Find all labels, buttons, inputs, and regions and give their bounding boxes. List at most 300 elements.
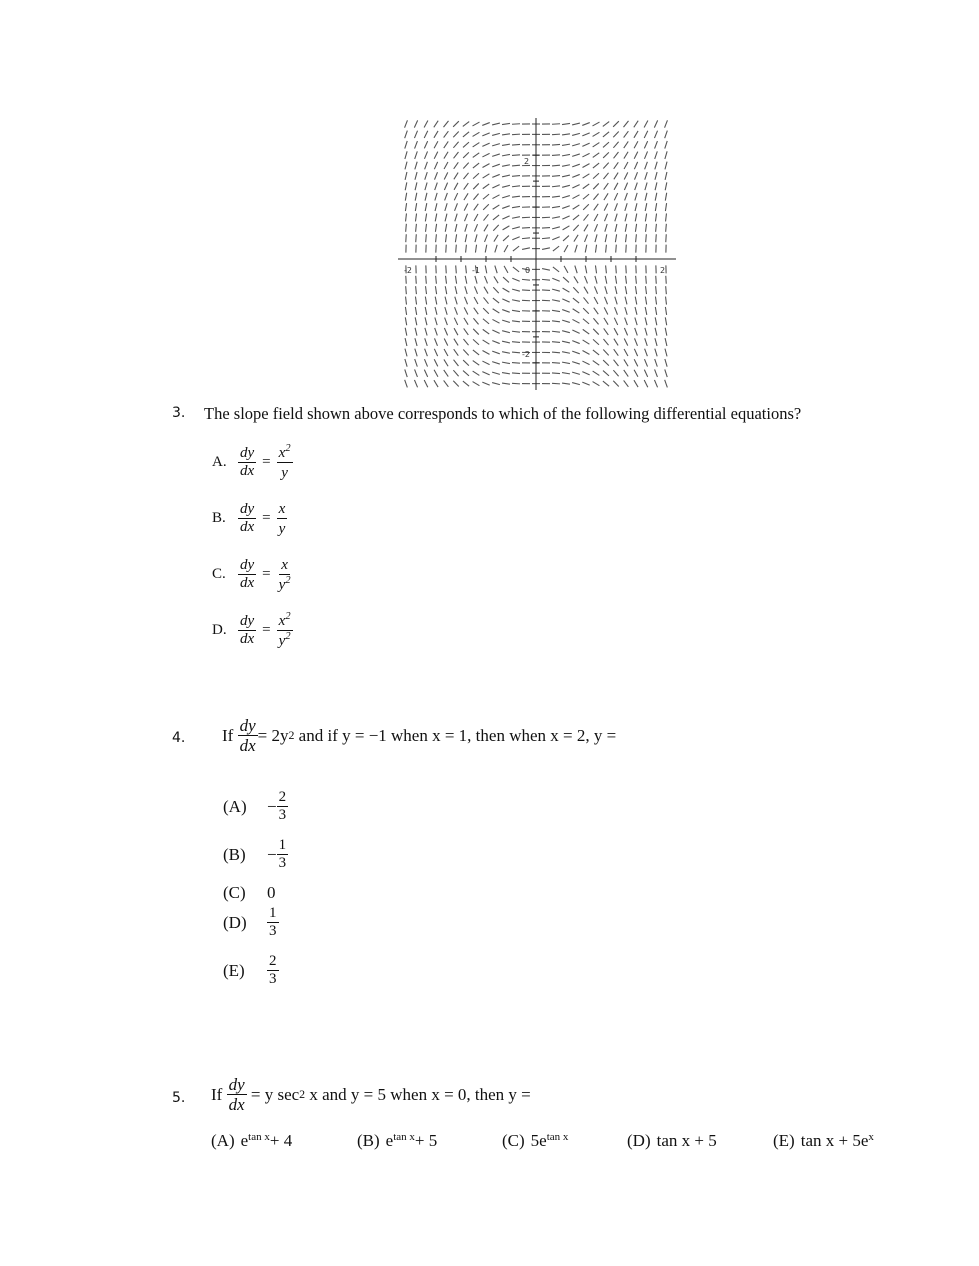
slope-segment [655, 317, 657, 325]
slope-segment [572, 164, 580, 167]
slope-segment [482, 361, 489, 365]
slope-segment [483, 340, 490, 344]
slope-segment [665, 131, 668, 139]
question-3-option [212, 444, 293, 481]
slope-segment [593, 173, 599, 178]
option-exponent: tan x [546, 1131, 569, 1143]
slope-segment [485, 245, 487, 253]
slope-segment [552, 206, 560, 207]
question-4-condition: and if y = −1 when x = 1, then when x = 2, y = [298, 725, 617, 745]
slope-segment [425, 317, 427, 325]
slope-segment [425, 162, 428, 170]
option-exponent: tan x [248, 1131, 270, 1143]
derivative-denominator: dx [228, 1095, 245, 1114]
slope-segment [634, 141, 638, 148]
slope-segment [645, 338, 648, 346]
slope-segment [542, 238, 550, 239]
slope-segment [603, 360, 609, 366]
slope-segment [563, 288, 570, 292]
slope-segment [436, 276, 437, 284]
slope-segment [593, 122, 600, 126]
slope-segment [563, 236, 569, 241]
slope-segment [444, 131, 449, 137]
slope-segment [425, 328, 427, 336]
slope-segment [483, 329, 490, 334]
slope-segment [582, 382, 589, 385]
option-exponent: tan x [393, 1131, 415, 1143]
slope-segment [655, 328, 657, 336]
slope-segment [625, 224, 626, 232]
slope-segment [493, 287, 498, 293]
slope-segment [603, 339, 608, 345]
slope-segment [405, 131, 408, 139]
slope-segment [562, 341, 570, 343]
slope-segment [552, 310, 560, 311]
answer-fraction [277, 444, 293, 481]
slope-segment [415, 141, 418, 148]
answer-numerator [279, 556, 290, 575]
slope-segment [635, 286, 636, 294]
slope-segment [502, 185, 510, 187]
slope-segment [522, 279, 530, 280]
slope-segment [615, 286, 617, 294]
slope-segment [645, 214, 646, 222]
slope-segment [635, 297, 637, 305]
slope-segment [563, 277, 569, 282]
slope-segment [473, 329, 479, 335]
slope-segment [473, 194, 478, 200]
slope-segment [463, 360, 469, 366]
option-denominator: 3 [278, 855, 287, 871]
slope-segment [593, 350, 599, 355]
option-constant: + 4 [269, 1131, 293, 1150]
slope-segment [415, 203, 416, 211]
slope-segment [573, 298, 579, 303]
option-letter: A. [212, 454, 227, 470]
slope-segment [435, 183, 438, 191]
slope-segment [474, 297, 478, 304]
slope-segment [585, 276, 588, 283]
slope-segment [625, 193, 628, 201]
slope-segment [655, 297, 656, 305]
slope-segment [626, 265, 627, 273]
slope-segment [654, 131, 657, 138]
slope-segment [406, 286, 407, 294]
slope-segment [434, 370, 438, 377]
answer-fraction [277, 556, 293, 593]
slope-segment [435, 203, 437, 211]
option-denominator: 3 [269, 971, 277, 987]
slope-segment [415, 182, 417, 190]
slope-segment [594, 297, 598, 304]
slope-segment [502, 123, 510, 124]
slope-segment [552, 342, 560, 343]
option-letter: (E) [773, 1131, 795, 1150]
slope-field-graph [398, 118, 676, 390]
slope-segment [585, 265, 587, 273]
slope-segment [473, 339, 479, 344]
slope-segment [594, 214, 598, 221]
slope-segment [512, 134, 520, 135]
slope-segment [522, 290, 530, 291]
slope-segment [655, 182, 657, 190]
slope-segment [493, 309, 500, 313]
derivative-numerator: dy [239, 716, 256, 735]
question-4-number: 4. [172, 730, 186, 746]
tick-label-x-2: 2 [660, 266, 666, 275]
slope-segment [614, 328, 618, 335]
slope-segment [604, 328, 609, 335]
slope-segment [464, 328, 469, 335]
slope-segment [616, 265, 617, 273]
slope-segment [464, 318, 468, 325]
slope-segment [484, 297, 489, 303]
slope-segment [473, 173, 479, 178]
slope-segment [574, 276, 578, 283]
answer-denominator [279, 463, 290, 481]
slope-segment [582, 143, 589, 146]
slope-segment [552, 176, 560, 177]
slope-segment [446, 265, 447, 273]
slope-segment [594, 224, 597, 231]
slope-segment [405, 203, 406, 211]
slope-segment [502, 196, 510, 198]
slope-segment [425, 182, 427, 190]
slope-segment [455, 203, 458, 210]
slope-segment [613, 121, 619, 127]
slope-segment [562, 310, 570, 313]
slope-segment [593, 132, 600, 136]
slope-segment [542, 269, 550, 271]
slope-segment [405, 182, 407, 190]
slope-segment [615, 307, 618, 314]
slope-segment [562, 123, 570, 124]
slope-segment [584, 224, 588, 231]
slope-segment [562, 134, 570, 135]
slope-segment [593, 194, 598, 200]
question-5-option [357, 1131, 437, 1151]
slope-segment [512, 373, 520, 374]
slope-segment [593, 163, 599, 168]
slope-segment [445, 286, 446, 294]
question-4-option [223, 790, 288, 823]
slope-segment [593, 371, 600, 375]
numerator-base: x [278, 613, 286, 629]
slope-segment [665, 182, 667, 190]
slope-segment [583, 204, 589, 210]
slope-segment [425, 349, 428, 357]
slope-segment [434, 162, 437, 169]
slope-segment [644, 380, 648, 387]
slope-segment [463, 122, 469, 127]
slope-segment [665, 193, 666, 201]
derivative-numerator: dy [228, 1075, 245, 1094]
slope-segment [405, 359, 407, 367]
slope-segment [656, 276, 657, 284]
slope-segment [636, 234, 637, 242]
slope-segment [473, 350, 479, 355]
slope-segment [492, 123, 500, 125]
slope-segment [492, 341, 499, 344]
slope-segment [635, 203, 637, 211]
slope-segment [492, 133, 500, 135]
derivative-numerator: dy [240, 445, 255, 461]
slope-segment [424, 151, 427, 158]
slope-segment [512, 363, 520, 364]
slope-segment [562, 196, 570, 198]
slope-segment [666, 297, 667, 305]
slope-segment [454, 162, 459, 169]
slope-segment [426, 286, 427, 294]
slope-segment [625, 307, 627, 315]
slope-segment [635, 338, 638, 345]
slope-segment [435, 193, 437, 201]
slope-segment [573, 309, 580, 313]
denominator-base: y [278, 577, 286, 593]
question-3-option [212, 612, 293, 649]
slope-segment [614, 173, 618, 180]
slope-segment [583, 308, 589, 314]
slope-segment [582, 372, 589, 375]
slope-segment [495, 266, 497, 274]
slope-segment [473, 183, 479, 189]
slope-segment [464, 214, 467, 221]
option-letter: (D) [223, 912, 247, 932]
slope-segment [405, 151, 407, 159]
slope-segment [625, 214, 627, 222]
slope-segment [405, 338, 407, 346]
option-denominator: 3 [278, 807, 287, 823]
slope-segment [444, 359, 448, 366]
slope-segment [572, 144, 580, 146]
slope-segment [615, 297, 617, 305]
slope-segment [512, 165, 520, 166]
slope-segment [435, 224, 436, 232]
slope-segment [405, 307, 406, 315]
equals-sign: = [262, 622, 271, 638]
slope-segment [456, 245, 457, 253]
derivative-fraction [238, 614, 256, 647]
slope-segment [665, 380, 668, 388]
slope-segment [573, 287, 578, 293]
question-3-text: The slope field shown above corresponds to which of the following differential equations? [204, 404, 802, 423]
slope-segment [502, 362, 510, 363]
answer-fraction [277, 500, 288, 537]
slope-segment [552, 321, 560, 322]
slope-segment [405, 380, 408, 388]
slope-segment [645, 193, 647, 201]
tick-label-x-neg2: -2 [404, 266, 412, 275]
slope-segment [583, 340, 590, 344]
slope-segment [502, 175, 510, 177]
option-constant: + 5 [414, 1131, 438, 1150]
slope-segment [425, 307, 427, 315]
numerator-base: x [281, 557, 288, 573]
slope-segment [552, 196, 560, 197]
slope-segment [626, 234, 627, 242]
slope-segment [665, 151, 667, 159]
slope-segment [624, 162, 628, 169]
slope-segment [426, 224, 427, 232]
slope-segment [434, 380, 438, 387]
slope-segment [444, 183, 447, 190]
slope-segment [542, 290, 550, 291]
slope-segment [614, 349, 619, 356]
slope-segment [512, 227, 520, 229]
slope-segment [634, 152, 638, 159]
question-3-option [212, 556, 293, 593]
slope-segment [512, 206, 520, 207]
slope-segment [503, 277, 509, 282]
slope-segment [645, 182, 647, 190]
slope-segment [512, 144, 520, 145]
slope-segment [512, 300, 520, 302]
slope-segment [415, 338, 417, 346]
slope-segment [414, 131, 417, 138]
slope-segment [434, 152, 438, 159]
slope-segment [615, 224, 617, 232]
numerator-base: x [278, 501, 286, 517]
derivative-fraction [238, 502, 256, 535]
slope-segment [604, 214, 607, 221]
slope-segment [562, 299, 569, 302]
slope-segment [573, 225, 578, 231]
slope-segment [485, 265, 487, 273]
slope-segment [482, 382, 489, 385]
derivative-denominator: dx [240, 631, 255, 647]
slope-segment [503, 236, 509, 241]
tick-label-x-neg1: -1 [472, 266, 480, 275]
slope-segment [434, 359, 438, 366]
slope-segment [513, 246, 519, 251]
slope-segment [474, 204, 479, 211]
slope-segment [645, 349, 648, 357]
slope-segment [405, 162, 407, 170]
slope-segment [502, 341, 510, 343]
slope-segment [624, 152, 628, 159]
slope-segment [552, 278, 559, 281]
slope-segment [593, 339, 599, 344]
slope-segment [463, 371, 469, 376]
slope-segment [635, 193, 637, 201]
slope-segment [474, 214, 478, 221]
slope-segment [583, 164, 590, 168]
numerator-base: x [278, 445, 286, 461]
answer-numerator [277, 444, 293, 463]
slope-segment [572, 133, 580, 135]
slope-segment [474, 286, 477, 293]
slope-segment [626, 276, 627, 284]
slope-segment [624, 121, 629, 127]
slope-segment [665, 349, 667, 357]
slope-segment [655, 338, 657, 346]
slope-segment [656, 286, 657, 294]
slope-segment [454, 173, 458, 180]
slope-segment [666, 213, 667, 221]
slope-segment [604, 204, 608, 211]
slope-segment [444, 141, 449, 148]
slope-segment [494, 235, 498, 242]
slope-segment [435, 172, 438, 179]
option-letter: (A) [211, 1131, 235, 1150]
slope-segment [655, 359, 658, 367]
slope-segment [455, 307, 458, 314]
slope-segment [562, 331, 570, 333]
slope-segment [475, 234, 477, 242]
slope-segment [464, 183, 469, 190]
numerator-exponent: 2 [285, 443, 291, 454]
slope-segment [416, 286, 417, 294]
answer-denominator [277, 631, 293, 649]
option-letter: (B) [223, 844, 246, 864]
slope-segment [552, 155, 560, 156]
slope-segment [436, 234, 437, 242]
tick-label-y-neg2: -2 [522, 350, 530, 359]
slope-segment [655, 369, 658, 376]
option-letter: D. [212, 622, 227, 638]
slope-segment [463, 350, 468, 356]
slope-segment [453, 370, 458, 376]
slope-segment [552, 165, 560, 166]
slope-segment [493, 225, 498, 231]
question-5-condition: x and y = 5 when x = 0, then y = [309, 1084, 531, 1104]
option-fraction [277, 790, 289, 823]
slope-segment [503, 288, 510, 292]
slope-segment [603, 122, 609, 127]
slope-segment [405, 193, 406, 201]
slope-segment [465, 234, 467, 242]
slope-segment [615, 214, 617, 222]
denominator-exponent: 2 [285, 575, 291, 586]
slope-segment [624, 131, 629, 137]
slope-segment [435, 317, 437, 325]
slope-segment [482, 143, 489, 146]
slope-segment [575, 266, 577, 274]
slope-segment [665, 141, 667, 149]
slope-segment [502, 331, 510, 333]
option-expression: 5e [530, 1131, 547, 1150]
slope-segment [512, 383, 520, 384]
slope-segment [482, 153, 489, 157]
slope-segment [512, 310, 520, 311]
option-value: 0 [267, 883, 276, 902]
question-5-option [627, 1131, 717, 1151]
slope-segment [645, 162, 648, 170]
question-4-text [222, 717, 616, 754]
slope-segment [665, 203, 666, 211]
slope-segment [654, 380, 657, 387]
denominator-base: y [278, 633, 286, 649]
slope-segment [473, 132, 480, 136]
slope-segment [553, 267, 559, 272]
slope-segment [634, 131, 638, 138]
slope-segment [562, 206, 570, 209]
slope-segment [594, 286, 597, 293]
slope-segment [603, 371, 609, 376]
slope-segment [445, 224, 446, 232]
slope-segment [482, 123, 489, 126]
slope-segment [405, 141, 407, 149]
slope-segment [492, 144, 500, 146]
slope-segment [512, 331, 520, 332]
slope-segment [434, 349, 437, 356]
slope-segment [655, 141, 658, 148]
derivative-denominator: dx [240, 519, 255, 535]
slope-segment [573, 215, 579, 220]
slope-segment [606, 245, 607, 253]
slope-segment [562, 144, 570, 145]
slope-segment [583, 194, 589, 199]
